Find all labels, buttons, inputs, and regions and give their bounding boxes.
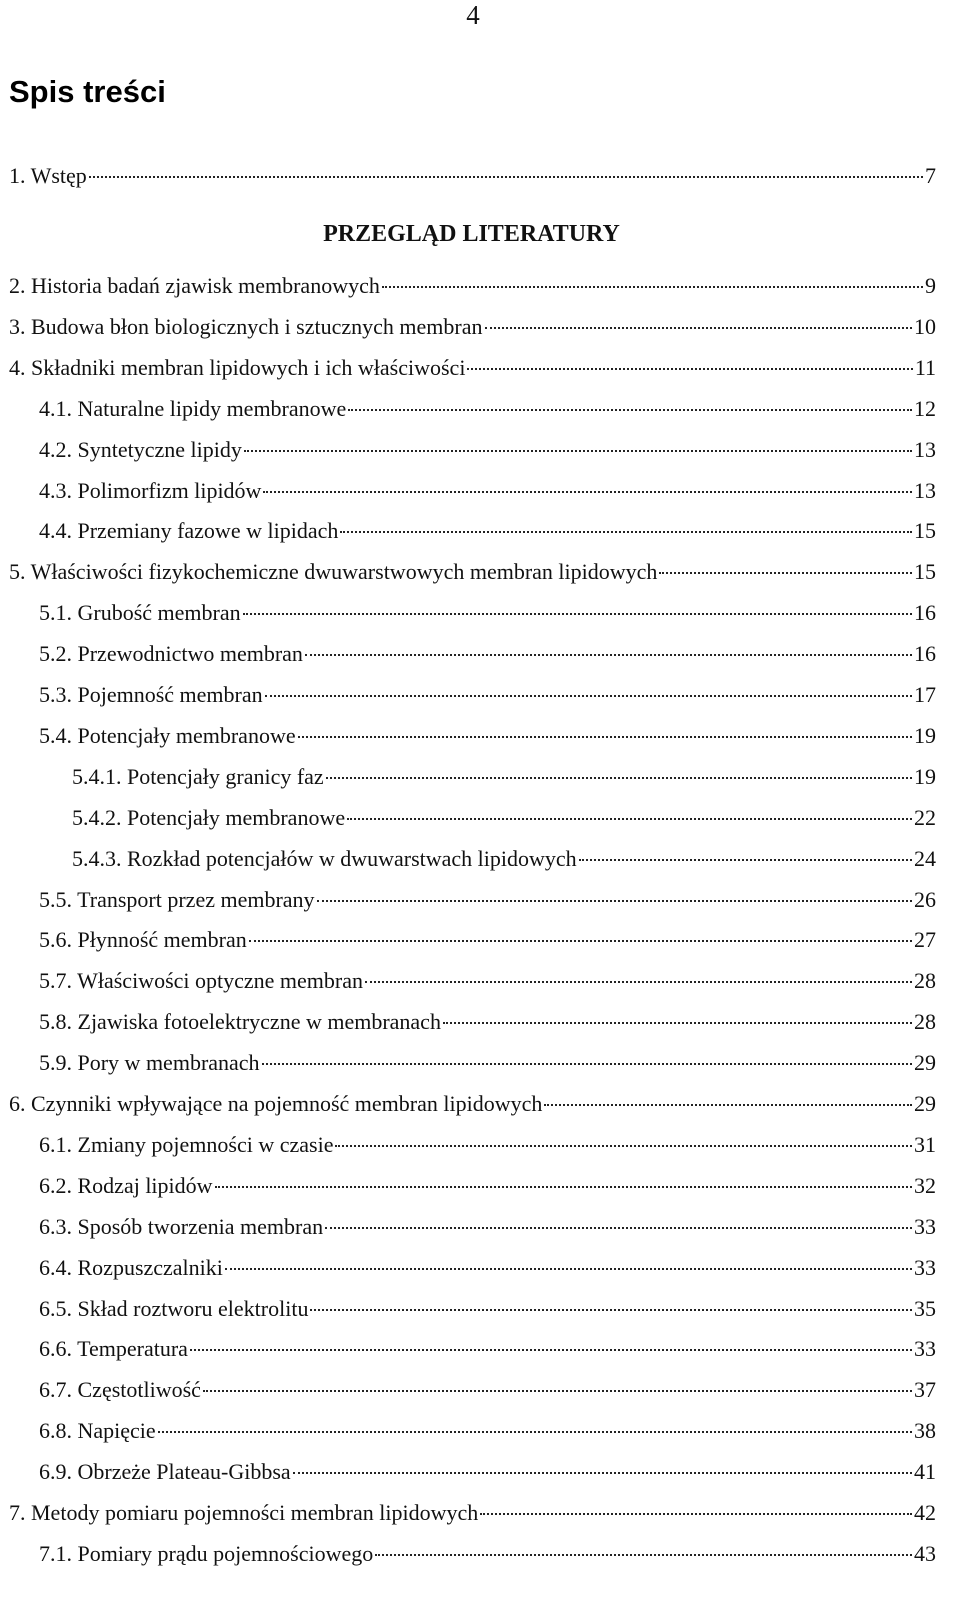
toc-entry-label: 7. Metody pomiaru pojemności membran lipidowych: [9, 1500, 479, 1525]
toc-entry-page: 11: [914, 355, 936, 380]
toc-entry[interactable]: [39, 884, 936, 916]
toc-entry-page: 17: [914, 682, 936, 707]
toc-entry[interactable]: [39, 1129, 936, 1161]
toc-entry-page: 10: [914, 314, 936, 339]
toc-entry[interactable]: [39, 434, 936, 466]
toc-entry-label: 6. Czynniki wpływające na pojemność membran lipidowych: [9, 1091, 543, 1116]
toc-entry-label: 5.3. Pojemność membran: [39, 682, 263, 707]
toc-entry[interactable]: [39, 1333, 936, 1365]
toc-entry[interactable]: [72, 843, 936, 875]
toc-entry[interactable]: [72, 761, 936, 793]
toc-entry-label: 4.4. Przemiany fazowe w lipidach: [39, 518, 339, 543]
toc-entry[interactable]: [39, 965, 936, 997]
toc-entry-label: 5.4.2. Potencjały membranowe: [72, 805, 346, 830]
dot-leader: [467, 368, 912, 370]
toc-entry[interactable]: [39, 1252, 936, 1284]
toc-entry[interactable]: [39, 1006, 936, 1038]
dot-leader: [243, 613, 912, 615]
toc-entry-label: 5.8. Zjawiska fotoelektryczne w membranach: [39, 1009, 441, 1034]
dot-leader: [263, 491, 912, 493]
dot-leader: [348, 409, 912, 411]
dot-leader: [544, 1104, 912, 1106]
dot-leader: [375, 1554, 912, 1556]
section-title: PRZEGLĄD LITERATURY: [323, 221, 620, 247]
toc-entry-label: 5.9. Pory w membranach: [39, 1050, 260, 1075]
toc-entry-label: 6.8. Napięcie: [39, 1418, 156, 1443]
toc-entry-label: 6.4. Rozpuszczalniki: [39, 1255, 223, 1280]
toc-entry-page: 37: [914, 1377, 936, 1402]
dot-leader: [659, 572, 912, 574]
toc-entry-label: 5. Właściwości fizykochemiczne dwuwarstwowych membran lipidowych: [9, 559, 658, 584]
toc-entry-label: 6.9. Obrzeże Plateau-Gibbsa: [39, 1459, 291, 1484]
toc-entry[interactable]: [39, 1374, 936, 1406]
toc-entry-label: 5.7. Właściwości optyczne membran: [39, 968, 363, 993]
dot-leader: [244, 450, 912, 452]
dot-leader: [249, 940, 912, 942]
toc-entry[interactable]: [39, 720, 936, 752]
toc-entry-page: 15: [914, 559, 936, 584]
dot-leader: [347, 818, 912, 820]
dot-leader: [326, 777, 912, 779]
toc-entry-label: 7.1. Pomiary prądu pojemnościowego: [39, 1541, 374, 1566]
toc-entry-page: 28: [914, 1009, 936, 1034]
dot-leader: [485, 327, 913, 329]
toc-entry[interactable]: [39, 1211, 936, 1243]
toc-entry-page: 29: [914, 1091, 936, 1116]
toc-entry-page: 33: [914, 1255, 936, 1280]
toc-entry-page: 33: [914, 1336, 936, 1361]
toc-entry-page: 13: [914, 437, 936, 462]
dot-leader: [293, 1472, 912, 1474]
dot-leader: [203, 1390, 912, 1392]
toc-entry-page: 16: [914, 600, 936, 625]
toc-entry-label: 5.4. Potencjały membranowe: [39, 723, 296, 748]
toc-entry-label: 6.3. Sposób tworzenia membran: [39, 1214, 324, 1239]
toc-entry[interactable]: [39, 679, 936, 711]
dot-leader: [158, 1431, 912, 1433]
dot-leader: [89, 176, 923, 178]
toc-entry-page: 19: [914, 723, 936, 748]
toc-entry-page: 13: [914, 478, 936, 503]
toc-entry[interactable]: [9, 311, 936, 343]
toc-entry[interactable]: [72, 802, 936, 834]
toc-entry-label: 5.5. Transport przez membrany: [39, 887, 315, 912]
toc-entry[interactable]: [9, 352, 936, 384]
dot-leader: [382, 286, 923, 288]
toc-entry-label: 5.4.1. Potencjały granicy faz: [72, 764, 324, 789]
toc-entry[interactable]: [39, 393, 936, 425]
toc-entry-page: 9: [925, 273, 936, 298]
toc-entry-page: 19: [914, 764, 936, 789]
toc-entry-page: 35: [914, 1296, 936, 1321]
dot-leader: [262, 1063, 912, 1065]
dot-leader: [335, 1145, 912, 1147]
toc-entry-label: 5.6. Płynność membran: [39, 927, 247, 952]
page-number: 4: [466, 0, 480, 30]
dot-leader: [215, 1186, 912, 1188]
toc-entry[interactable]: [39, 1538, 936, 1570]
toc-entry-label: 5.1. Grubość membran: [39, 600, 241, 625]
toc-entry-page: 33: [914, 1214, 936, 1239]
toc-entry-page: 29: [914, 1050, 936, 1075]
toc-entry-label: 4.1. Naturalne lipidy membranowe: [39, 396, 347, 421]
dot-leader: [443, 1022, 912, 1024]
toc-entry-page: 43: [914, 1541, 936, 1566]
dot-leader: [325, 1227, 912, 1229]
toc-entry-label: 5.2. Przewodnictwo membran: [39, 641, 303, 666]
toc-entry[interactable]: [39, 597, 936, 629]
dot-leader: [190, 1349, 912, 1351]
toc-entry-label: 6.6. Temperatura: [39, 1336, 188, 1361]
dot-leader: [480, 1513, 912, 1515]
toc-entry[interactable]: [39, 924, 936, 956]
dot-leader: [305, 654, 912, 656]
toc-entry[interactable]: [39, 475, 936, 507]
toc-entry-page: 22: [914, 805, 936, 830]
dot-leader: [579, 859, 912, 861]
toc-entry[interactable]: [9, 1088, 936, 1120]
toc-entry-page: 38: [914, 1418, 936, 1443]
toc-entry-label: 4.2. Syntetyczne lipidy: [39, 437, 242, 462]
toc-entry[interactable]: [39, 1456, 936, 1488]
toc-entry-label: 5.4.3. Rozkład potencjałów w dwuwarstwach lipidowych: [72, 846, 577, 871]
toc-entry-page: 27: [914, 927, 936, 952]
toc-entry-label: 6.7. Częstotliwość: [39, 1377, 201, 1402]
toc-entry[interactable]: [9, 160, 936, 192]
toc-entry[interactable]: [9, 556, 936, 588]
toc-entry[interactable]: [39, 1170, 936, 1202]
toc-entry-page: 31: [914, 1132, 936, 1157]
toc-entry[interactable]: [39, 515, 936, 547]
toc-entry-page: 41: [914, 1459, 936, 1484]
toc-entry[interactable]: [9, 270, 936, 302]
toc-entry-page: 15: [914, 518, 936, 543]
toc-entry-page: 12: [914, 396, 936, 421]
toc-entry[interactable]: [9, 1497, 936, 1529]
toc-entry-page: 32: [914, 1173, 936, 1198]
toc-entry-page: 7: [925, 163, 936, 188]
dot-leader: [265, 695, 912, 697]
dot-leader: [310, 1309, 912, 1311]
toc-entry-label: 2. Historia badań zjawisk membranowych: [9, 273, 380, 298]
toc-entry-page: 24: [914, 846, 936, 871]
toc-entry-page: 26: [914, 887, 936, 912]
toc-entry-label: 6.5. Skład roztworu elektrolitu: [39, 1296, 309, 1321]
toc-entry[interactable]: [39, 1293, 936, 1325]
dot-leader: [340, 531, 912, 533]
toc-entry-label: 1. Wstęp: [9, 163, 87, 188]
toc-entry-page: 16: [914, 641, 936, 666]
dot-leader: [298, 736, 912, 738]
toc-entry-label: 6.1. Zmiany pojemności w czasie: [39, 1132, 334, 1157]
toc-entry-page: 42: [914, 1500, 936, 1525]
dot-leader: [365, 981, 912, 983]
toc-entry[interactable]: [39, 1415, 936, 1447]
toc-entry-label: 4. Składniki membran lipidowych i ich właściwości: [9, 355, 466, 380]
toc-entry-label: 6.2. Rodzaj lipidów: [39, 1173, 213, 1198]
toc-entry-label: 3. Budowa błon biologicznych i sztucznych membran: [9, 314, 483, 339]
toc-entry-label: 4.3. Polimorfizm lipidów: [39, 478, 262, 503]
dot-leader: [317, 900, 912, 902]
toc-entry-page: 28: [914, 968, 936, 993]
page-title: Spis treści: [9, 74, 166, 109]
toc-entry[interactable]: [39, 638, 936, 670]
toc-entry[interactable]: [39, 1047, 936, 1079]
dot-leader: [225, 1268, 912, 1270]
